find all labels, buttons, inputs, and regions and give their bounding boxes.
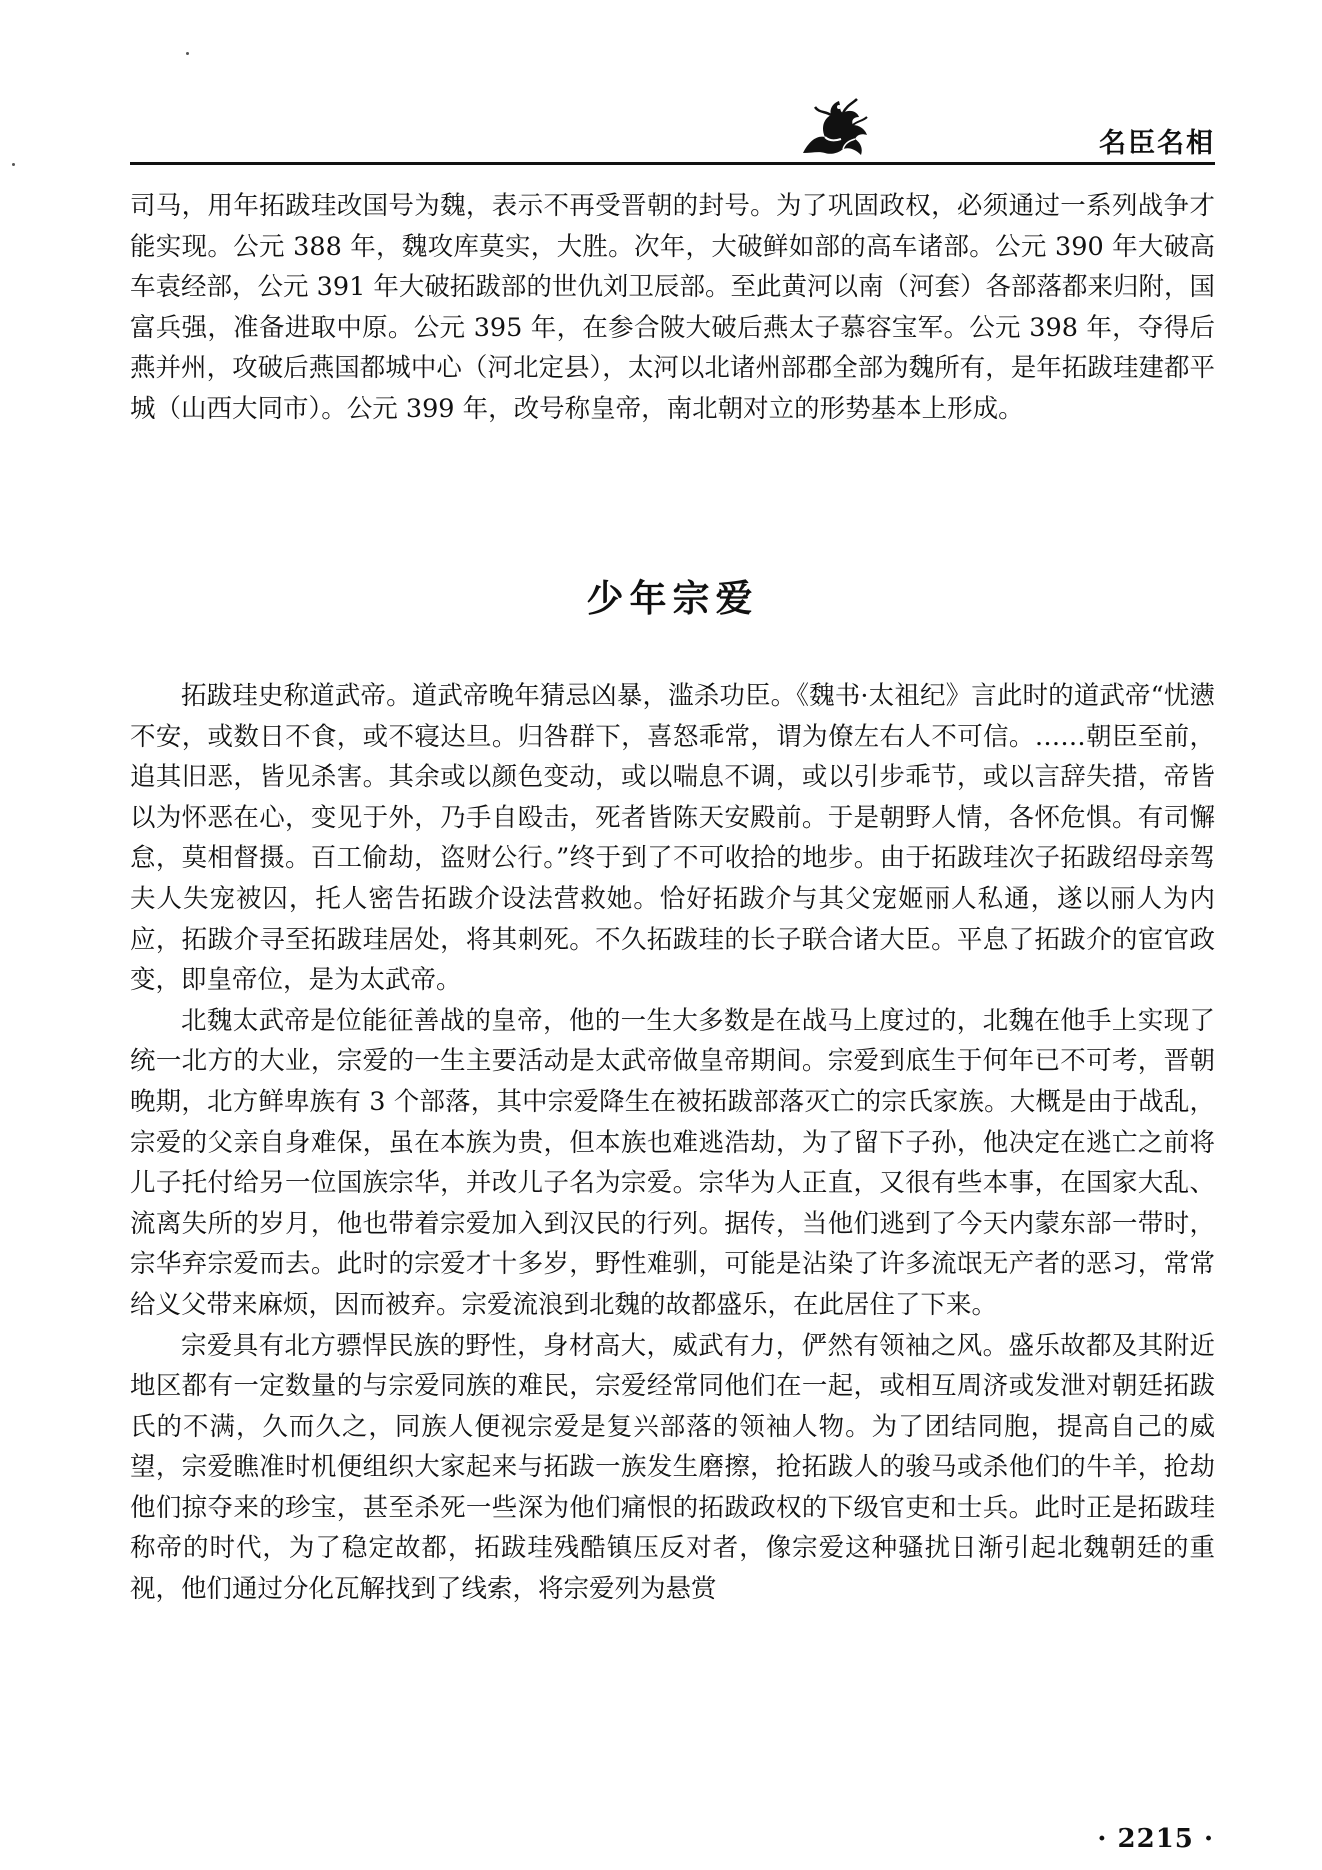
running-title: 名臣名相 — [1099, 128, 1215, 159]
page-header — [130, 95, 1215, 165]
body-paragraph: 北魏太武帝是位能征善战的皇帝，他的一生大多数是在战马上度过的，北魏在他手上实现了统一北方的大业，宗爱的一生主要活动是太武帝做皇帝期间。宗爱到底生于何年已不可考，晋朝晚期，北方鲜卑族有 3 个部落，其中宗爱降生在被拓跋部落灭亡的宗氏家族。大概是由于战乱，宗爱的父亲自身难保，虽在本族为贵，但本族也难逃浩劫，为了留下子孙，他决定在逃亡之前将儿子托付给另一位国族宗华，并改儿子名为宗爱。宗华为人正直，又很有些本事，在国家大乱、流离失所的岁月，他也带着宗爱加入到汉民的行列。据传，当他们逃到了今天内蒙东部一带时，宗华弃宗爱而去。此时的宗爱才十多岁，野性难驯，可能是沾染了许多流氓无产者的恶习，常常给义父带来麻烦，因而被弃。宗爱流浪到北魏的故都盛乐，在此居住了下来。 — [130, 1005, 1215, 1320]
section-body — [130, 676, 1215, 1610]
scan-speck — [186, 52, 189, 55]
header-rule — [130, 162, 1215, 165]
page-number: · 2215 · — [1097, 1824, 1214, 1854]
section-title: 少年宗爱 — [586, 577, 759, 620]
body-paragraph: 拓跋珪史称道武帝。道武帝晚年猜忌凶暴，滥杀功臣。《魏书·太祖纪》言此时的道武帝“忧懑不安，或数日不食，或不寝达旦。归咎群下，喜怒乖常，谓为僚左右人不可信。……朝臣至前，追其旧恶，皆见杀害。其余或以颜色变动，或以喘息不调，或以引步乖节，或以言辞失措，帝皆以为怀恶在心，变见于外，乃手自殴击，死者皆陈天安殿前。于是朝野人情，各怀危惧。有司懈怠，莫相督摄。百工偷劫，盗财公行。”终于到了不可收拾的地步。由于拓跋珪次子拓跋绍母亲驾夫人失宠被囚，托人密告拓跋介设法营救她。恰好拓跋介与其父宠姬丽人私通，遂以丽人为内应，拓跋介寻至拓跋珪居处，将其刺死。不久拓跋珪的长子联合诸大臣。平息了拓跋介的宦官政变，即皇帝位，是为太武帝。 — [130, 681, 1215, 996]
continuation-text-block — [130, 186, 1215, 430]
scan-speck — [12, 163, 15, 166]
body-paragraph: 宗爱具有北方骠悍民族的野性，身材高大，威武有力，俨然有领袖之风。盛乐故都及其附近地区都有一定数量的与宗爱同族的难民，宗爱经常同他们在一起，或相互周济或发泄对朝廷拓跋氏的不满，久而久之，同族人便视宗爱是复兴部落的领袖人物。为了团结同胞，提高自己的威望，宗爱瞧准时机便组织大家起来与拓跋一族发生磨擦，抢拓跋人的骏马或杀他们的牛羊，抢劫他们掠夺来的珍宝，甚至杀死一些深为他们痛恨的拓跋政权的下级官吏和士兵。此时正是拓跋珪称帝的时代，为了稳定故都，拓跋珪残酷镇压反对者，像宗爱这种骚扰日渐引起北魏朝廷的重视，他们通过分化瓦解找到了线索，将宗爱列为悬赏 — [130, 1330, 1215, 1605]
dragon-emblem-icon — [795, 95, 875, 159]
continuation-paragraph: 司马，用年拓跋珪改国号为魏，表示不再受晋朝的封号。为了巩固政权，必须通过一系列战争才能实现。公元 388 年，魏攻库莫实，大胜。次年，大破鲜如部的高车诸部。公元 390 年大破高车袁经部，公元 391 年大破拓跋部的世仇刘卫辰部。至此黄河以南（河套）各部落都来归附，国富兵强，准备进取中原。公元 395 年，在参合陂大破后燕太子慕容宝军。公元 398 年，夺得后燕并州，攻破后燕国都城中心（河北定县），太河以北诸州部郡全部为魏所有，是年拓跋珪建都平城（山西大同市）。公元 399 年，改号称皇帝，南北朝对立的形势基本上形成。 — [130, 191, 1215, 424]
